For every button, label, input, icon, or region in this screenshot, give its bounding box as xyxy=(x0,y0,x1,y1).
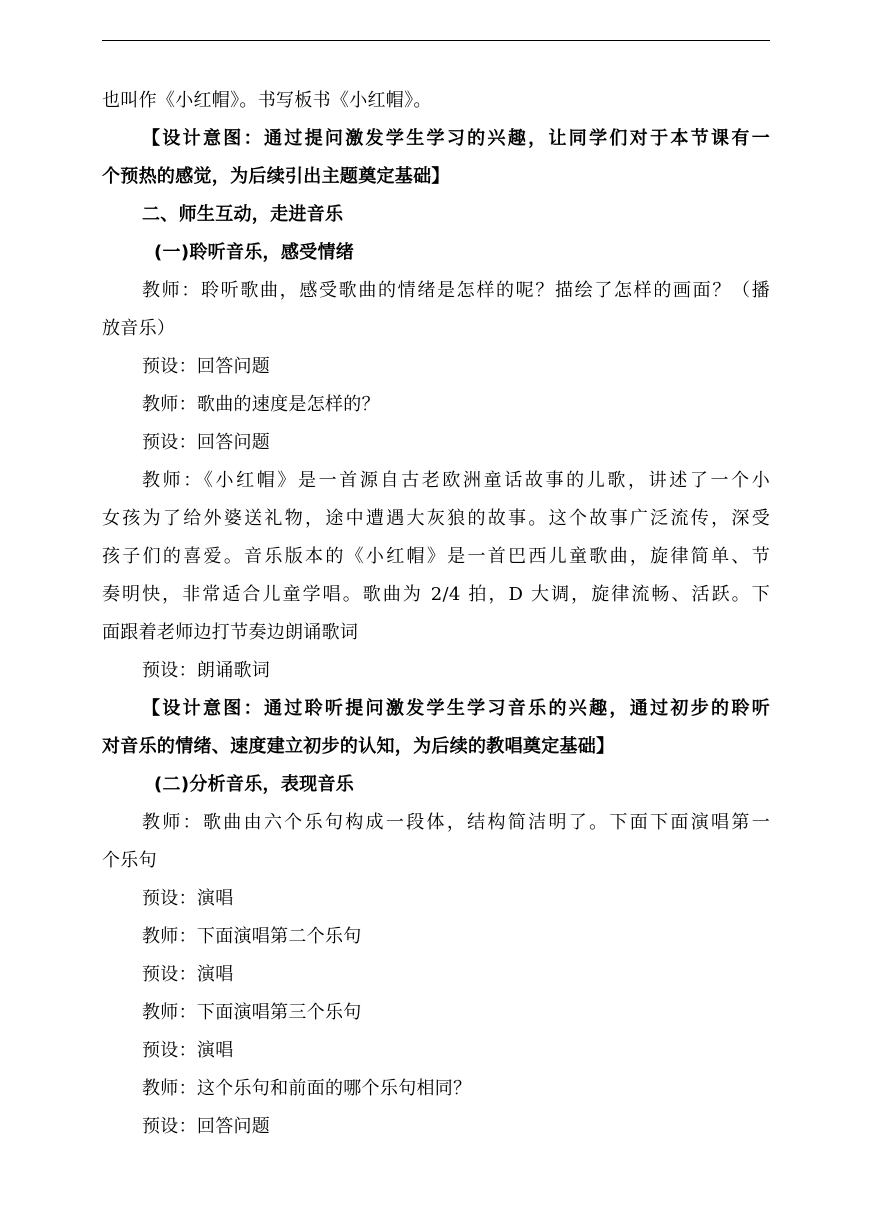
text-line: 也叫作《小红帽》。书写板书《小红帽》。 xyxy=(102,90,432,111)
text-line: 预设：演唱 xyxy=(142,888,234,909)
design-intent-line: 【设计意图：通过聆听提问激发学生学习音乐的兴趣，通过初步的聆听 xyxy=(142,698,770,719)
text-line: 教师：这个乐句和前面的哪个乐句相同？ xyxy=(142,1078,472,1099)
section-heading: 二、师生互动，走进音乐 xyxy=(142,204,344,225)
text-line: 教师：歌曲由六个乐句构成一段体，结构简洁明了。下面下面演唱第一 xyxy=(142,812,770,833)
text-line: 教师：歌曲的速度是怎样的？ xyxy=(142,394,380,415)
text-line: 放音乐） xyxy=(102,318,176,339)
text-line: 预设：回答问题 xyxy=(142,356,271,377)
text-line: 预设：演唱 xyxy=(142,1040,234,1061)
text-line: 预设：回答问题 xyxy=(142,1116,271,1137)
design-intent-line: 个预热的感觉，为后续引出主题奠定基础】 xyxy=(102,166,450,187)
text-line: 预设：演唱 xyxy=(142,964,234,985)
design-intent-line: 【设计意图：通过提问激发学生学习的兴趣，让同学们对于本节课有一 xyxy=(142,128,770,149)
text-line: 预设：回答问题 xyxy=(142,432,271,453)
text-line: 教师：聆听歌曲，感受歌曲的情绪是怎样的呢？描绘了怎样的画面？（播 xyxy=(142,280,770,301)
text-line: 面跟着老师边打节奏边朗诵歌词 xyxy=(102,622,359,643)
text-line: 预设：朗诵歌词 xyxy=(142,660,271,681)
text-line: 孩子们的喜爱。音乐版本的《小红帽》是一首巴西儿童歌曲，旋律简单、节 xyxy=(102,546,770,567)
text-line: 教师：下面演唱第三个乐句 xyxy=(142,1002,362,1023)
text-line: 奏明快，非常适合儿童学唱。歌曲为 2/4 拍，D 大调，旋律流畅、活跃。下 xyxy=(102,584,770,605)
text-line: 教师：《小红帽》是一首源自古老欧洲童话故事的儿歌，讲述了一个小 xyxy=(142,470,770,491)
document-body xyxy=(102,82,770,1146)
text-line: 女孩为了给外婆送礼物，途中遭遇大灰狼的故事。这个故事广泛流传，深受 xyxy=(102,508,770,529)
subsection-heading: (二)分析音乐，表现音乐 xyxy=(154,774,355,795)
text-line: 个乐句 xyxy=(102,850,157,871)
text-line: 教师：下面演唱第二个乐句 xyxy=(142,926,362,947)
design-intent-line: 对音乐的情绪、速度建立初步的认知，为后续的教唱奠定基础】 xyxy=(102,736,615,757)
subsection-heading: (一)聆听音乐，感受情绪 xyxy=(154,242,355,263)
header-rule xyxy=(102,40,770,41)
